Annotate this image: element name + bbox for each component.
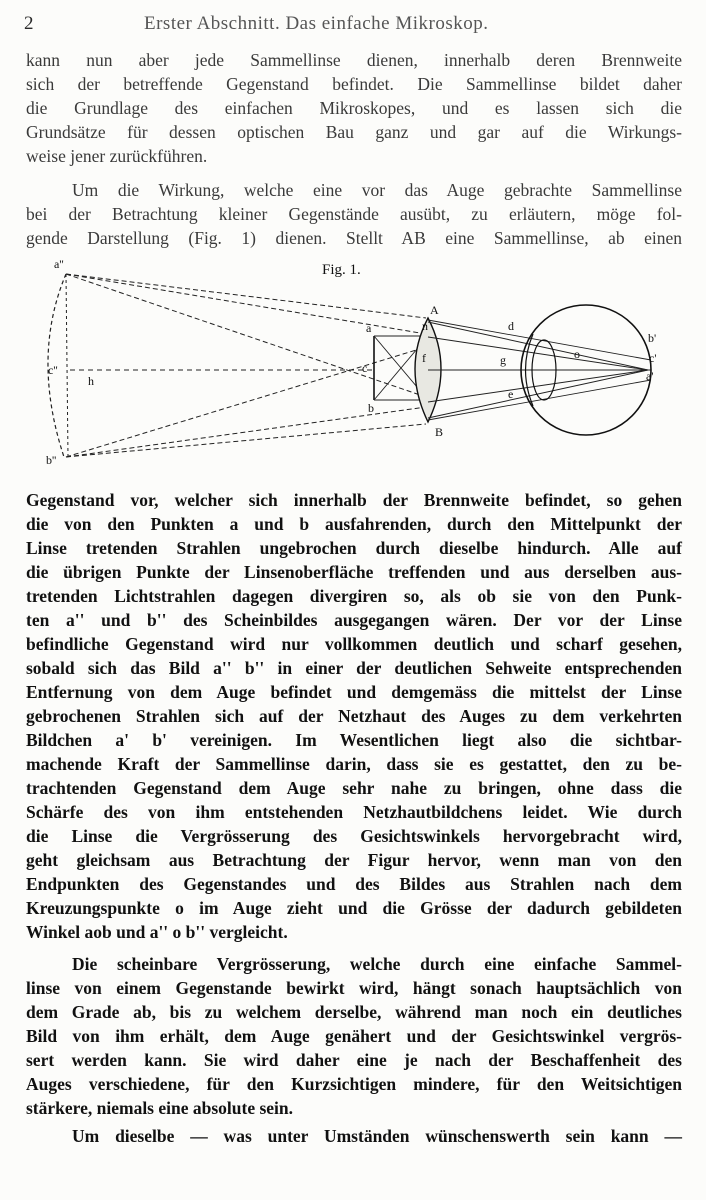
text-line: die Grundlage des einfachen Mikroskopes, und es lassen sich die <box>26 98 682 118</box>
text-line: Um dieselbe — was unter Umständen wünschenswerth sein kann — <box>72 1126 682 1146</box>
text-line: linse von einem Gegenstande bewirkt wird, hängt sonach hauptsächlich von <box>26 978 682 998</box>
text-line: bei der Betrachtung kleiner Gegenstände ausübt, zu erläutern, möge fol- <box>26 204 682 224</box>
label-B: B <box>435 425 444 439</box>
text-line: Winkel aob und a'' o b'' vergleicht. <box>26 922 288 942</box>
label-a: a <box>366 321 372 335</box>
label-f: f <box>422 351 426 365</box>
label-g: g <box>500 353 506 367</box>
label-d: d <box>508 319 514 333</box>
label-a-prime: a' <box>646 369 654 383</box>
text-line: Kreuzungspunkte o im Auge zieht und die Grösse der dadurch gebildeten <box>26 898 682 918</box>
paragraph-intro <box>26 48 682 168</box>
text-line: Bildchen a' b' vereinigen. Im Wesentlichen liegt also die sichtbar- <box>26 730 682 750</box>
text-line: die von den Punkten a und b ausfahrenden, durch den Mittelpunkt der <box>26 514 682 534</box>
label-n: n <box>422 319 428 333</box>
text-line: Gegenstand vor, welcher sich innerhalb der Brennweite befindet, so gehen <box>26 490 682 510</box>
text-line: sich der betreffende Gegenstand befindet. Die Sammellinse bildet daher <box>26 74 682 94</box>
figure-caption: Fig. 1. <box>322 262 361 278</box>
text-line: Endpunkten des Gegenstandes und des Bildes aus Strahlen nach dem <box>26 874 682 894</box>
text-line: dem Grade ab, bis zu welchem derselbe, während man noch ein deutliches <box>26 1002 682 1022</box>
text-line: befindliche Gegenstand wird nur vollkommen deutlich und scharf gesehen, <box>26 634 682 654</box>
running-title: Erster Abschnitt. Das einfache Mikroskop. <box>144 13 489 34</box>
label-h: h <box>88 374 94 388</box>
text-line: sert werden kann. Sie wird daher eine je nach der Beschaffenheit des <box>26 1050 682 1070</box>
page-number: 2 <box>24 13 34 34</box>
text-line: sobald sich das Bild a'' b'' in einer der deutlichen Sehweite entsprechenden <box>26 658 682 678</box>
text-line: trachtenden Gegenstand dem Auge sehr nahe zu bringen, ohne dass die <box>26 778 682 798</box>
lens-ray-diagram <box>26 252 686 484</box>
text-line: die übrigen Punkte der Linsenoberfläche treffenden und aus derselben aus- <box>26 562 682 582</box>
label-a-double-prime: a'' <box>54 257 64 271</box>
paragraph-magnification <box>26 952 682 1120</box>
paragraph-figure-intro <box>26 178 682 250</box>
text-line: Grundsätze für dessen optischen Bau ganz und gar auf die Wirkungs- <box>26 122 682 142</box>
label-b-prime: b' <box>648 331 657 345</box>
text-line: Auges verschiedene, für den Kurzsichtigen mindere, für den Weitsichtigen <box>26 1074 682 1094</box>
text-line: stärkere, niemals eine absolute sein. <box>26 1098 294 1118</box>
text-line: Schärfe des von ihm entstehenden Netzhautbildchens leidet. Wie durch <box>26 802 682 822</box>
label-b: b <box>368 401 374 415</box>
label-o: o <box>574 347 580 361</box>
label-c-prime: c' <box>649 351 657 365</box>
text-line: machende Kraft der Sammellinse darin, dass sie es gestattet, den zu be- <box>26 754 682 774</box>
label-c-double-prime: c'' <box>48 363 58 377</box>
text-line: gende Darstellung (Fig. 1) dienen. Stellt AB eine Sammellinse, ab einen <box>26 228 682 248</box>
text-line: Um die Wirkung, welche eine vor das Auge gebrachte Sammellinse <box>72 180 682 200</box>
text-line: weise jener zurückführen. <box>26 146 208 166</box>
text-line: gebrochenen Strahlen sich auf der Netzhaut des Auges zu dem verkehrten <box>26 706 682 726</box>
text-line: tretenden Lichtstrahlen dagegen divergiren so, als ob sie von den Punk- <box>26 586 682 606</box>
label-A: A <box>430 303 439 317</box>
figure-1-lens-diagram <box>26 252 686 484</box>
text-line: geht gleichsam aus Betrachtung der Figur hervor, wenn man von den <box>26 850 682 870</box>
text-line: Linse tretenden Strahlen ungebrochen durch dieselbe hindurch. Alle auf <box>26 538 682 558</box>
text-line: Die scheinbare Vergrösserung, welche durch eine einfache Sammel- <box>72 954 682 974</box>
paragraph-explanation <box>26 488 682 944</box>
text-line: ten a'' und b'' des Scheinbildes ausgegangen wären. Der vor der Linse <box>26 610 682 630</box>
label-e: e <box>508 387 514 401</box>
virtual-image-axis <box>66 274 68 457</box>
text-line: Bild von ihm erhält, dem Auge genähert und der Gesichtswinkel vergrös- <box>26 1026 682 1046</box>
paragraph-continuation <box>26 1124 682 1148</box>
text-line: Entfernung von dem Auge befindet und demgemäss die mittelst der Linse <box>26 682 682 702</box>
text-line: die Linse die Vergrösserung des Gesichtswinkels hervorgebracht wird, <box>26 826 682 846</box>
text-line: kann nun aber jede Sammellinse dienen, innerhalb deren Brennweite <box>26 50 682 70</box>
label-b-double-prime: b'' <box>46 453 57 467</box>
label-c: c <box>362 361 368 375</box>
